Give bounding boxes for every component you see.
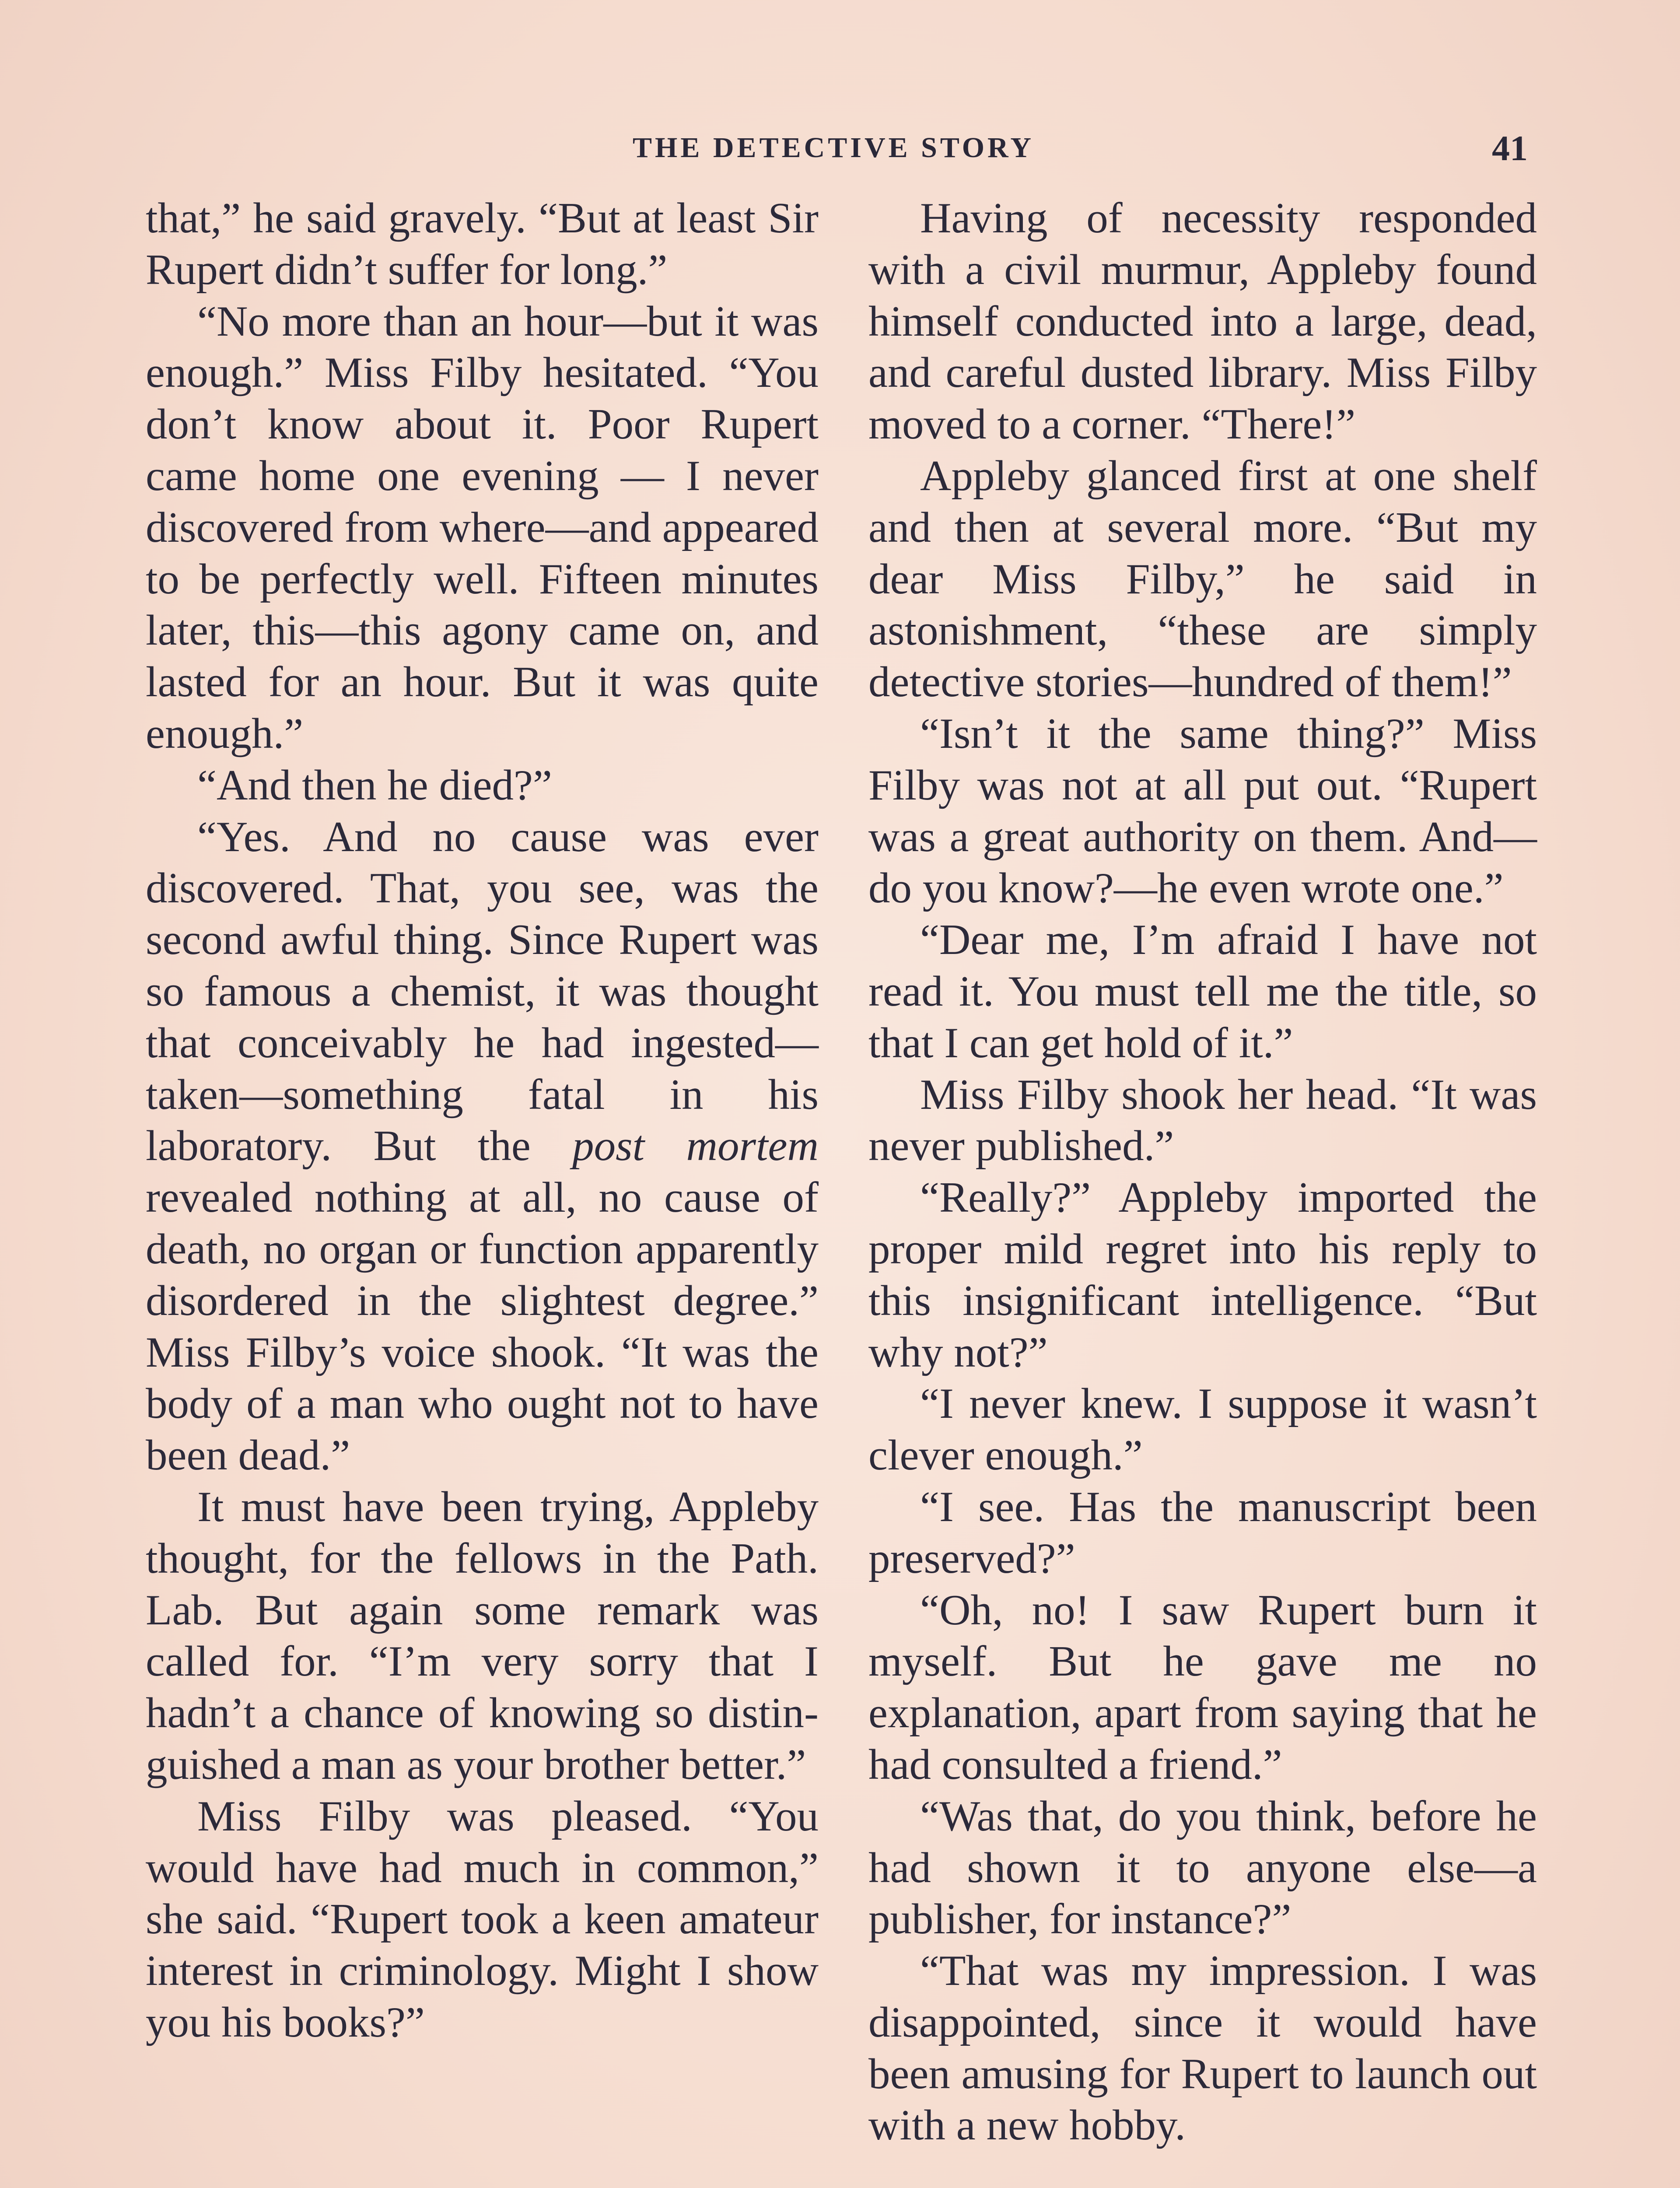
paragraph: Appleby glanced first at one shelf and then at several more. “But my dear Miss Filby,” he said in astonishment, “these are simply detective stories—hundred of them!” (868, 452, 1537, 706)
paragraph: “I never knew. I suppose it wasn’t clever enough.” (868, 1380, 1537, 1480)
paragraph: “I see. Has the manuscript been preserved?” (868, 1483, 1537, 1582)
paragraph-text: revealed nothing at all, no cause of death, no organ or function apparently disordered in the slightest degree.” Miss Filby’s voice shook. “It was the body of a man who ought not to have been dead.” (146, 1174, 819, 1480)
paragraph: “No more than an hour—but it was enough.” Miss Filby hesitated. “You don’t know about it. Poor Rupert came home one evening — I never discovered from where—and appeared to be perfectly well. Fifteen minutes later, this—this agony came on, and lasted for an hour. But it was quite enough.” (146, 297, 819, 757)
paragraph-text: “Yes. And no cause was ever discovered. That, you see, was the second awful thing. Since Rupert was so famous a chemist, it was thought that conceivably he had ingested—taken—something fatal in his laboratory. But the (146, 813, 819, 1170)
paragraph: “Dear me, I’m afraid I have not read it. You must tell me the title, so that I can get hold of it.” (868, 916, 1537, 1067)
running-head: THE DETECTIVE STORY (633, 132, 1035, 164)
paragraph: “And then he died?” (197, 761, 552, 809)
right-column (868, 193, 1537, 2151)
paragraph: Miss Filby shook her head. “It was never published.” (868, 1070, 1537, 1170)
paragraph: “That was my impression. I was disappointed, since it would have been amusing for Rupert to launch out with a new hobby. (868, 1947, 1537, 2149)
italic-phrase: post mortem (572, 1122, 819, 1170)
paragraph-post-mortem (146, 811, 819, 1481)
paragraph: that,” he said gravely. “But at least Sir Rupert didn’t suffer for long.” (146, 194, 819, 294)
paragraph: “Oh, no! I saw Rupert burn it myself. But he gave me no explanation, apart from saying that he had consulted a friend.” (868, 1586, 1537, 1788)
paragraph: “Isn’t it the same thing?” Miss Filby was not at all put out. “Rupert was a great authority on them. And—do you know?—he even wrote one.” (868, 709, 1537, 912)
paragraph: It must have been trying, Appleby thought, for the fellows in the Path. Lab. But again some remark was called for. “I’m very sorry that I hadn’t a chance of knowing so distinguished a man as your brother better.” (146, 1483, 819, 1788)
paragraph: “Really?” Appleby imported the proper mild regret into his reply to this insignificant intelligence. “But why not?” (868, 1174, 1537, 1376)
left-column (146, 193, 819, 2048)
paragraph: Having of necessity responded with a civil murmur, Appleby found himself conducted into a large, dead, and careful dusted library. Miss Filby moved to a corner. “There!” (868, 194, 1537, 449)
paragraph: Miss Filby was pleased. “You would have had much in common,” she said. “Rupert took a keen amateur interest in criminology. Might I show you his books?” (146, 1792, 819, 2046)
paragraph: “Was that, do you think, before he had shown it to anyone else—a publisher, for instance?” (868, 1792, 1537, 1943)
page-number: 41 (1492, 128, 1528, 168)
